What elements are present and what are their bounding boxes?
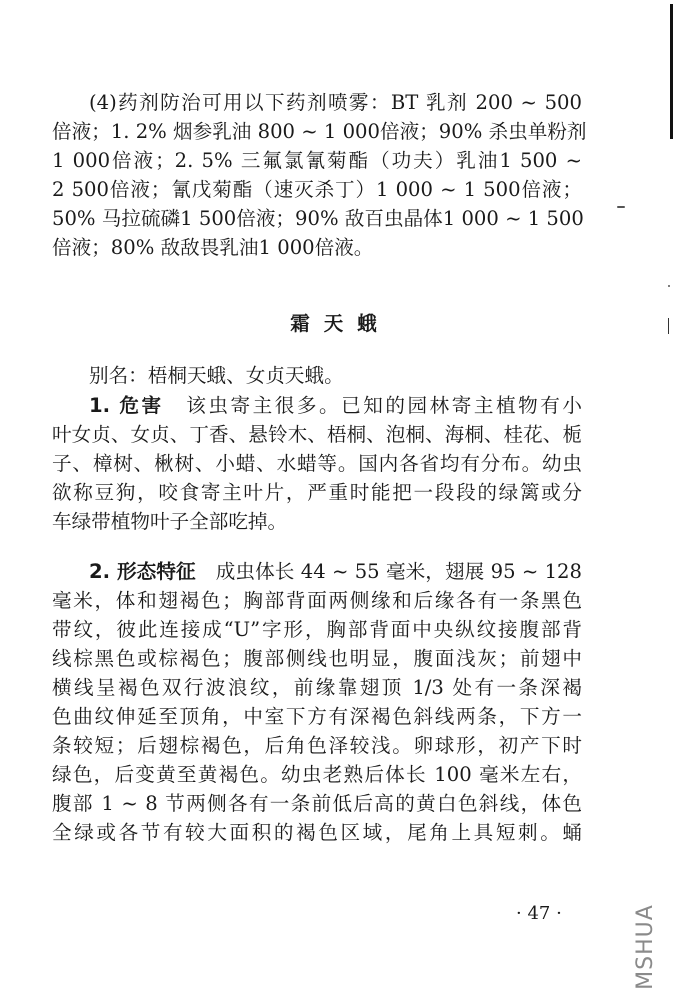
scan-edge-bar	[670, 4, 673, 139]
text-line: 子、樟树、楸树、小蜡、水蜡等。国内各省均有分布。幼虫	[52, 452, 582, 475]
text-line: 车绿带植物叶子全部吃掉。	[52, 510, 288, 533]
text-line: 倍液；1. 2% 烟参乳油 800 ~ 1 000倍液；90% 杀虫单粉剂	[52, 120, 587, 143]
text-line: 腹部 1 ~ 8 节两侧各有一条前低后高的黄白色斜线，体色	[52, 792, 582, 815]
text-line: 横线呈褐色双行波浪纹，前缘靠翅顶 1/3 处有一条深褐	[52, 676, 582, 699]
text-line: 50% 马拉硫磷1 500倍液；90% 敌百虫晶体1 000 ~ 1 500	[52, 207, 584, 230]
text-line: 毫米，体和翅褐色；胸部背面两侧缘和后缘各有一条黑色	[52, 589, 582, 612]
alias-line: 别名：梧桐天蛾、女贞天蛾。	[89, 364, 344, 387]
text-line: 全绿或各节有较大面积的褐色区域，尾角上具短刺。蛹	[52, 821, 582, 844]
scan-speck	[668, 285, 670, 287]
morphology-label: 2. 形态特征	[89, 560, 196, 583]
text-line	[89, 560, 582, 584]
text-line: 绿色，后变黄至黄褐色。幼虫老熟后体长 100 毫米左右，	[52, 763, 582, 786]
harm-label: 1. 危害	[89, 394, 164, 417]
text-line: 线棕黑色或棕褐色；腹部侧线也明显，腹面浅灰；前翅中	[52, 647, 582, 670]
text-line	[89, 394, 582, 418]
text-line: 2 500倍液；氰戊菊酯（速灭杀丁）1 000 ~ 1 500倍液；	[52, 178, 582, 201]
text-line: 带纹，彼此连接成“U”字形，胸部背面中央纵纹接腹部背	[52, 618, 582, 641]
section-title: 霜天蛾	[290, 312, 391, 335]
scan-edge-mark	[668, 318, 669, 334]
text-line: 叶女贞、女贞、丁香、悬铃木、梧桐、泡桐、海桐、桂花、栀	[52, 423, 582, 446]
page-number: · 47 ·	[516, 903, 562, 924]
watermark: MSHUA	[633, 904, 658, 990]
text-line: (4)药剂防治可用以下药剂喷雾：BT 乳剂 200 ~ 500	[89, 91, 582, 114]
text-line: 1 000倍液；2. 5% 三氟氯氰菊酯（功夫）乳油1 500 ~	[52, 149, 582, 172]
text-line: 色曲纹伸延至顶角，中室下方有深褐色斜线两条，下方一	[52, 705, 582, 728]
text-line: 倍液；80% 敌敌畏乳油1 000倍液。	[52, 236, 374, 259]
scan-speck	[617, 206, 625, 208]
harm-first-line: 该虫寄主很多。已知的园林寄主植物有小	[183, 394, 583, 417]
text-line: 条较短；后翅棕褐色，后角色泽较浅。卵球形，初产下时	[52, 734, 582, 757]
text-line: 欲称豆狗，咬食寄主叶片，严重时能把一段段的绿篱或分	[52, 481, 582, 504]
morphology-first-line: 成虫体长 44 ~ 55 毫米，翅展 95 ~ 128	[215, 560, 582, 583]
